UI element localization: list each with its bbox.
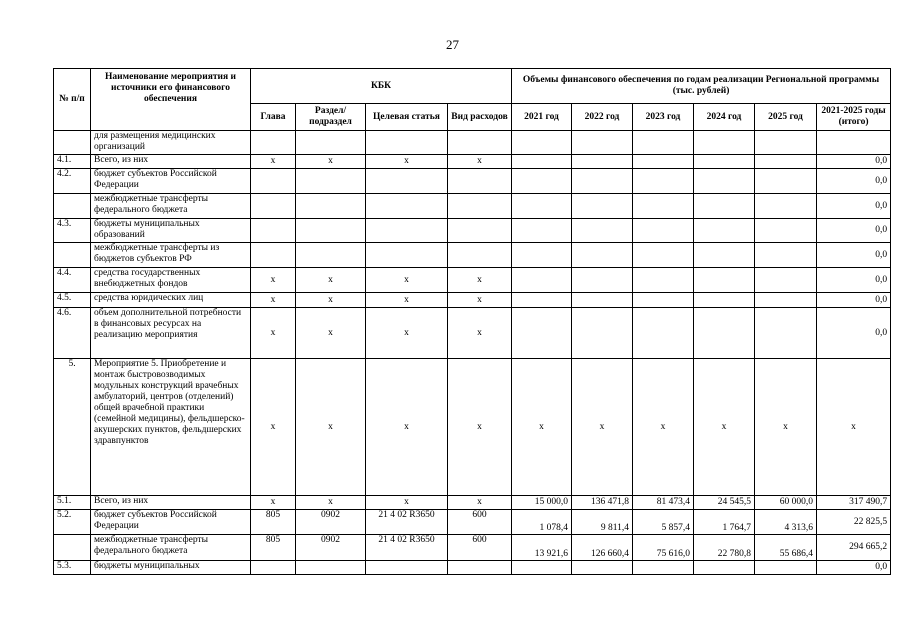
table-row <box>54 268 891 293</box>
value-2022 <box>572 194 633 219</box>
value-total: 0,0 <box>817 243 891 268</box>
financing-table <box>53 68 891 575</box>
kbk-statya: x <box>366 268 448 293</box>
value-2025 <box>755 308 817 359</box>
table-row <box>54 359 891 496</box>
value-2023 <box>633 243 694 268</box>
value-2021 <box>512 561 572 575</box>
kbk-statya: x <box>366 359 448 496</box>
value-2023 <box>633 268 694 293</box>
header-statya: Целевая статья <box>366 104 448 131</box>
kbk-razdel: x <box>296 293 366 308</box>
row-name: бюджет субъектов Российской Федерации <box>91 510 251 535</box>
value-2025 <box>755 131 817 155</box>
value-2021 <box>512 219 572 243</box>
value-2021 <box>512 169 572 194</box>
value-total: 0,0 <box>817 194 891 219</box>
table-row <box>54 219 891 243</box>
header-vid: Вид расходов <box>448 104 512 131</box>
value-2023 <box>633 293 694 308</box>
row-number <box>54 243 91 268</box>
kbk-glava <box>251 243 296 268</box>
table-row <box>54 510 891 535</box>
value-2022 <box>572 155 633 169</box>
kbk-vid: x <box>448 155 512 169</box>
row-number: 5. <box>54 359 91 496</box>
row-number: 5.1. <box>54 496 91 510</box>
kbk-statya <box>366 169 448 194</box>
kbk-statya: x <box>366 496 448 510</box>
table-row <box>54 155 891 169</box>
kbk-glava <box>251 194 296 219</box>
row-name: межбюджетные трансферты федерального бюджета <box>91 194 251 219</box>
value-2025 <box>755 243 817 268</box>
row-number: 5.3. <box>54 561 91 575</box>
kbk-glava: x <box>251 268 296 293</box>
kbk-razdel <box>296 219 366 243</box>
value-2025: x <box>755 359 817 496</box>
header-year-2022: 2022 год <box>572 104 633 131</box>
value-2022: 136 471,8 <box>572 496 633 510</box>
header-year-2024: 2024 год <box>694 104 755 131</box>
value-total: 22 825,5 <box>817 510 891 535</box>
value-2023 <box>633 155 694 169</box>
row-name: объем дополнительной потребности в финансовых ресурсах на реализацию мероприятия <box>91 308 251 359</box>
kbk-razdel: 0902 <box>296 535 366 561</box>
row-number: 4.1. <box>54 155 91 169</box>
kbk-razdel <box>296 561 366 575</box>
header-year-2025: 2025 год <box>755 104 817 131</box>
value-2022 <box>572 293 633 308</box>
value-2022: 126 660,4 <box>572 535 633 561</box>
value-2024: x <box>694 359 755 496</box>
value-2022 <box>572 219 633 243</box>
kbk-razdel <box>296 131 366 155</box>
value-2022 <box>572 131 633 155</box>
value-2021 <box>512 268 572 293</box>
header-year-2023: 2023 год <box>633 104 694 131</box>
kbk-vid <box>448 219 512 243</box>
value-2025 <box>755 219 817 243</box>
table-row <box>54 561 891 575</box>
kbk-statya <box>366 219 448 243</box>
value-2023: 5 857,4 <box>633 510 694 535</box>
value-2024: 22 780,8 <box>694 535 755 561</box>
value-2025 <box>755 268 817 293</box>
value-2024: 24 545,5 <box>694 496 755 510</box>
value-2022 <box>572 561 633 575</box>
header-razdel: Раздел/ подраздел <box>296 104 366 131</box>
value-2021: 1 078,4 <box>512 510 572 535</box>
value-total: 0,0 <box>817 155 891 169</box>
value-2022 <box>572 243 633 268</box>
value-2021: 15 000,0 <box>512 496 572 510</box>
value-2024 <box>694 219 755 243</box>
row-name: бюджет субъектов Российской Федерации <box>91 169 251 194</box>
value-2023 <box>633 219 694 243</box>
value-2024 <box>694 561 755 575</box>
value-2021 <box>512 308 572 359</box>
value-2024 <box>694 194 755 219</box>
row-name: бюджеты муниципальных образований <box>91 219 251 243</box>
value-2023 <box>633 308 694 359</box>
table-row <box>54 293 891 308</box>
value-2022: x <box>572 359 633 496</box>
row-name: Всего, из них <box>91 496 251 510</box>
kbk-vid: x <box>448 268 512 293</box>
value-2021: x <box>512 359 572 496</box>
kbk-razdel: x <box>296 155 366 169</box>
kbk-glava: x <box>251 155 296 169</box>
kbk-razdel <box>296 169 366 194</box>
value-2023 <box>633 131 694 155</box>
value-2024 <box>694 131 755 155</box>
value-2024 <box>694 308 755 359</box>
header-year-total: 2021-2025 годы (итого) <box>817 104 891 131</box>
value-2025 <box>755 155 817 169</box>
kbk-razdel: x <box>296 268 366 293</box>
value-2021 <box>512 194 572 219</box>
row-name: межбюджетные трансферты федерального бюджета <box>91 535 251 561</box>
kbk-razdel <box>296 194 366 219</box>
value-2021 <box>512 293 572 308</box>
kbk-vid: x <box>448 359 512 496</box>
row-number: 4.6. <box>54 308 91 359</box>
kbk-vid: x <box>448 496 512 510</box>
kbk-vid: x <box>448 308 512 359</box>
value-2022: 9 811,4 <box>572 510 633 535</box>
kbk-vid <box>448 131 512 155</box>
kbk-vid: 600 <box>448 510 512 535</box>
value-total: 294 665,2 <box>817 535 891 561</box>
kbk-glava <box>251 219 296 243</box>
header-glava: Глава <box>251 104 296 131</box>
kbk-vid <box>448 169 512 194</box>
kbk-statya <box>366 131 448 155</box>
value-2024 <box>694 243 755 268</box>
kbk-statya: x <box>366 293 448 308</box>
value-2025 <box>755 561 817 575</box>
row-number: 4.3. <box>54 219 91 243</box>
table-row <box>54 308 891 359</box>
kbk-statya <box>366 561 448 575</box>
header-year-2021: 2021 год <box>512 104 572 131</box>
value-2023 <box>633 169 694 194</box>
value-total: x <box>817 359 891 496</box>
kbk-glava <box>251 131 296 155</box>
value-2022 <box>572 268 633 293</box>
kbk-statya: 21 4 02 R3650 <box>366 535 448 561</box>
kbk-vid: x <box>448 293 512 308</box>
kbk-statya: x <box>366 308 448 359</box>
value-2021 <box>512 155 572 169</box>
kbk-glava <box>251 561 296 575</box>
kbk-vid <box>448 243 512 268</box>
value-2022 <box>572 308 633 359</box>
value-total: 0,0 <box>817 219 891 243</box>
value-2025 <box>755 293 817 308</box>
table-row <box>54 169 891 194</box>
kbk-razdel: x <box>296 359 366 496</box>
kbk-glava: 805 <box>251 535 296 561</box>
page-number: 27 <box>446 37 459 52</box>
value-2025: 55 686,4 <box>755 535 817 561</box>
value-2025 <box>755 169 817 194</box>
kbk-statya <box>366 194 448 219</box>
value-2023 <box>633 194 694 219</box>
kbk-statya: x <box>366 155 448 169</box>
value-2021 <box>512 131 572 155</box>
value-total: 0,0 <box>817 561 891 575</box>
kbk-vid <box>448 561 512 575</box>
table-row <box>54 496 891 510</box>
value-total: 0,0 <box>817 169 891 194</box>
row-number: 5.2. <box>54 510 91 535</box>
row-number <box>54 535 91 561</box>
kbk-statya <box>366 243 448 268</box>
kbk-statya: 21 4 02 R3650 <box>366 510 448 535</box>
header-kbk: КБК <box>251 69 512 104</box>
value-2024 <box>694 268 755 293</box>
kbk-vid <box>448 194 512 219</box>
value-2024 <box>694 169 755 194</box>
kbk-vid: 600 <box>448 535 512 561</box>
kbk-glava: x <box>251 496 296 510</box>
row-name: межбюджетные трансферты из бюджетов субъектов РФ <box>91 243 251 268</box>
row-number <box>54 131 91 155</box>
value-total <box>817 131 891 155</box>
value-total: 317 490,7 <box>817 496 891 510</box>
value-total: 0,0 <box>817 293 891 308</box>
table-row <box>54 194 891 219</box>
row-number: 4.2. <box>54 169 91 194</box>
kbk-razdel: x <box>296 496 366 510</box>
row-name: для размещения медицинских организаций <box>91 131 251 155</box>
value-total: 0,0 <box>817 268 891 293</box>
value-2024 <box>694 293 755 308</box>
kbk-glava: x <box>251 308 296 359</box>
value-2024: 1 764,7 <box>694 510 755 535</box>
value-2023: 81 473,4 <box>633 496 694 510</box>
value-2021 <box>512 243 572 268</box>
value-total: 0,0 <box>817 308 891 359</box>
table-row <box>54 243 891 268</box>
kbk-glava <box>251 169 296 194</box>
value-2025 <box>755 194 817 219</box>
table-body <box>54 131 891 575</box>
row-number: 4.5. <box>54 293 91 308</box>
table-row <box>54 131 891 155</box>
kbk-glava: x <box>251 293 296 308</box>
header-num: № п/п <box>54 69 91 131</box>
value-2021: 13 921,6 <box>512 535 572 561</box>
row-name: средства юридических лиц <box>91 293 251 308</box>
kbk-glava: 805 <box>251 510 296 535</box>
row-number <box>54 194 91 219</box>
table-row <box>54 535 891 561</box>
row-name: бюджеты муниципальных <box>91 561 251 575</box>
value-2022 <box>572 169 633 194</box>
value-2025: 4 313,6 <box>755 510 817 535</box>
kbk-razdel <box>296 243 366 268</box>
value-2024 <box>694 155 755 169</box>
header-name: Наименование мероприятия и источники его финансового обеспечения <box>91 69 251 131</box>
header-volumes: Объемы финансового обеспечения по годам реализации Региональной программы (тыс. рублей) <box>512 69 891 104</box>
value-2023: 75 616,0 <box>633 535 694 561</box>
row-name: Мероприятие 5. Приобретение и монтаж быстровозводимых модульных конструкций врачебных амбулаторий, центров (отделений) общей врачебной практики (семейной медицины), фельдшерско-акушерских пунктов, фельдшерских здравпунктов <box>91 359 251 496</box>
value-2023: x <box>633 359 694 496</box>
row-name: средства государственных внебюджетных фондов <box>91 268 251 293</box>
value-2023 <box>633 561 694 575</box>
kbk-razdel: 0902 <box>296 510 366 535</box>
row-number: 4.4. <box>54 268 91 293</box>
kbk-razdel: x <box>296 308 366 359</box>
row-name: Всего, из них <box>91 155 251 169</box>
kbk-glava: x <box>251 359 296 496</box>
value-2025: 60 000,0 <box>755 496 817 510</box>
